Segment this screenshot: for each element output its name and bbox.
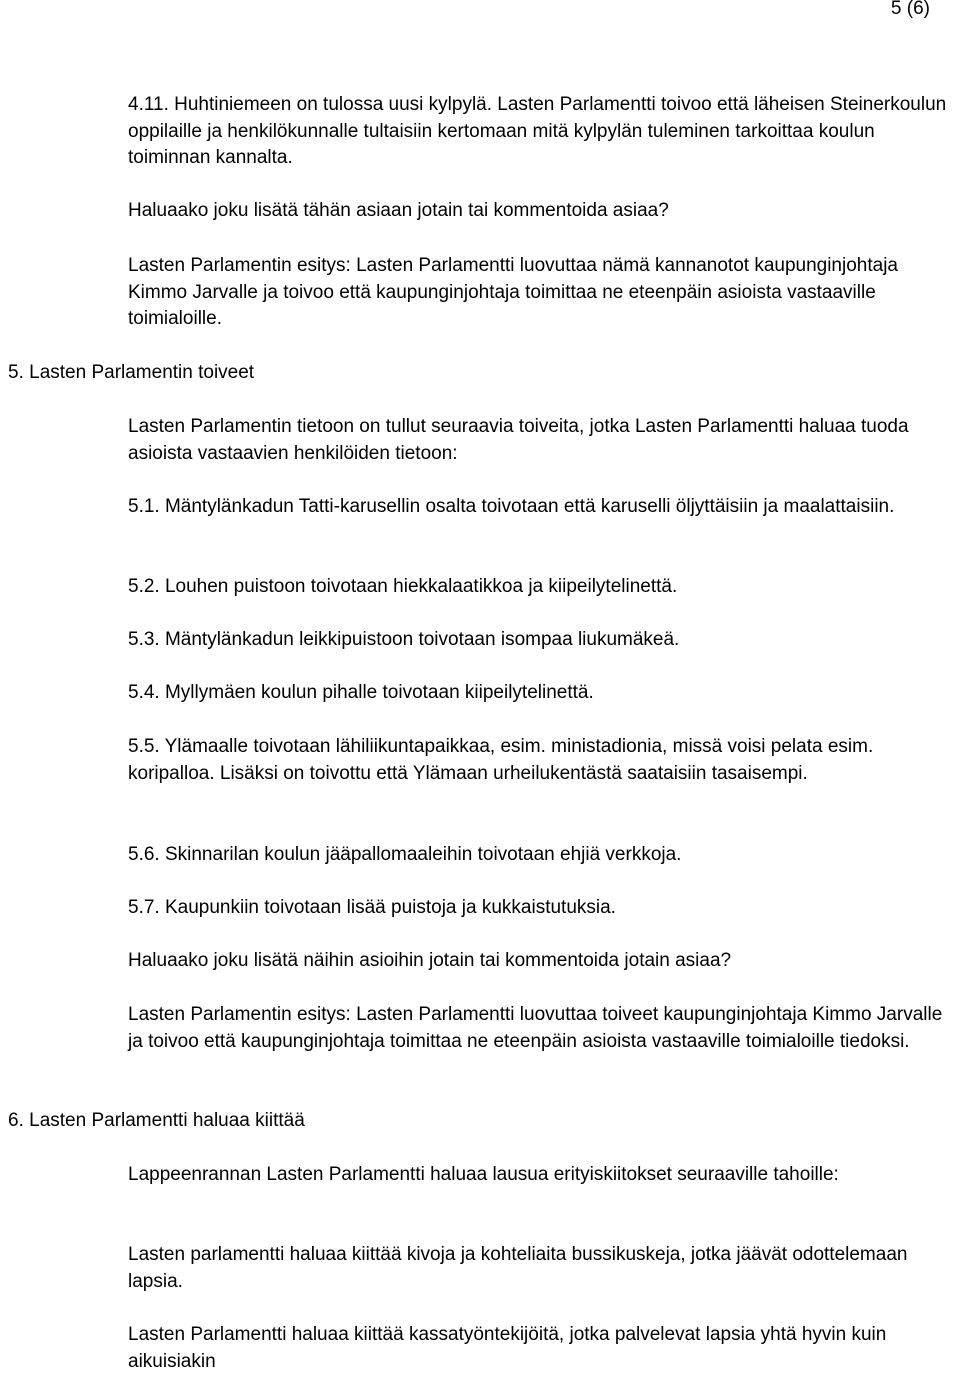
page-number: 5 (6) <box>890 0 930 19</box>
section4-proposal: Lasten Parlamentin esitys: Lasten Parlamentti luovuttaa nämä kannanotot kaupunginjohtaja Kimmo Jarvalle ja toivoo että kaupunginjohtaja toimittaa ne eteenpäin asioista vastaaville toimialoille. <box>128 255 898 329</box>
wish-item: 5.5. Ylämaalle toivotaan lähiliikuntapaikkaa, esim. ministadionia, missä voisi pelata esim. koripalloa. Lisäksi on toivottu että Ylämaan urheilukentästä saataisiin tasaisempi. <box>128 736 874 784</box>
thanks-item: Lasten parlamentti haluaa kiittää kivoja ja kohteliaita bussikuskeja, jotka jäävät odottelemaan lapsia. <box>128 1244 908 1292</box>
section6-intro: Lappeenrannan Lasten Parlamentti haluaa lausua erityiskiitokset seuraaville tahoille: <box>128 1164 839 1185</box>
wish-item: 5.2. Louhen puistoon toivotaan hiekkalaatikkoa ja kiipeilytelinettä. <box>128 576 678 597</box>
thanks-item: Lasten Parlamentti haluaa kiittää kassatyöntekijöitä, jotka palvelevat lapsia yhtä hyvin kuin aikuisiakin <box>128 1324 887 1372</box>
section5-proposal: Lasten Parlamentin esitys: Lasten Parlamentti luovuttaa toiveet kaupunginjohtaja Kimmo Jarvalle ja toivoo että kaupunginjohtaja toimittaa ne eteenpäin asioista vastaaville toimialoille tiedoksi. <box>128 1004 943 1052</box>
section5-question: Haluaako joku lisätä näihin asioihin jotain tai kommentoida jotain asiaa? <box>128 950 732 971</box>
wish-item: 5.1. Mäntylänkadun Tatti-karusellin osalta toivotaan että karuselli öljyttäisiin ja maalattaisiin. <box>128 496 895 517</box>
wish-item: 5.3. Mäntylänkadun leikkipuistoon toivotaan isompaa liukumäkeä. <box>128 629 680 650</box>
wish-item: 5.7. Kaupunkiin toivotaan lisää puistoja ja kukkaistutuksia. <box>128 897 616 918</box>
wish-item: 5.4. Myllymäen koulun pihalle toivotaan kiipeilytelinettä. <box>128 682 594 703</box>
section5-intro: Lasten Parlamentin tietoon on tullut seuraavia toiveita, jotka Lasten Parlamentti haluaa tuoda asioista vastaavien henkilöiden tietoon: <box>128 416 909 464</box>
section4-question: Haluaako joku lisätä tähän asiaan jotain tai kommentoida asiaa? <box>128 200 669 221</box>
section6-heading: 6. Lasten Parlamentti haluaa kiittää <box>8 1110 305 1131</box>
section5-heading: 5. Lasten Parlamentin toiveet <box>8 362 255 383</box>
wish-item: 5.6. Skinnarilan koulun jääpallomaaleihin toivotaan ehjiä verkkoja. <box>128 844 682 865</box>
item-4-11-paragraph: 4.11. Huhtiniemeen on tulossa uusi kylpylä. Lasten Parlamentti toivoo että läheisen Steinerkoulun oppilaille ja henkilökunnalle tultaisiin kertomaan mitä kylpylän tuleminen tarkoittaa koulun toiminnan kannalta. <box>128 94 947 168</box>
